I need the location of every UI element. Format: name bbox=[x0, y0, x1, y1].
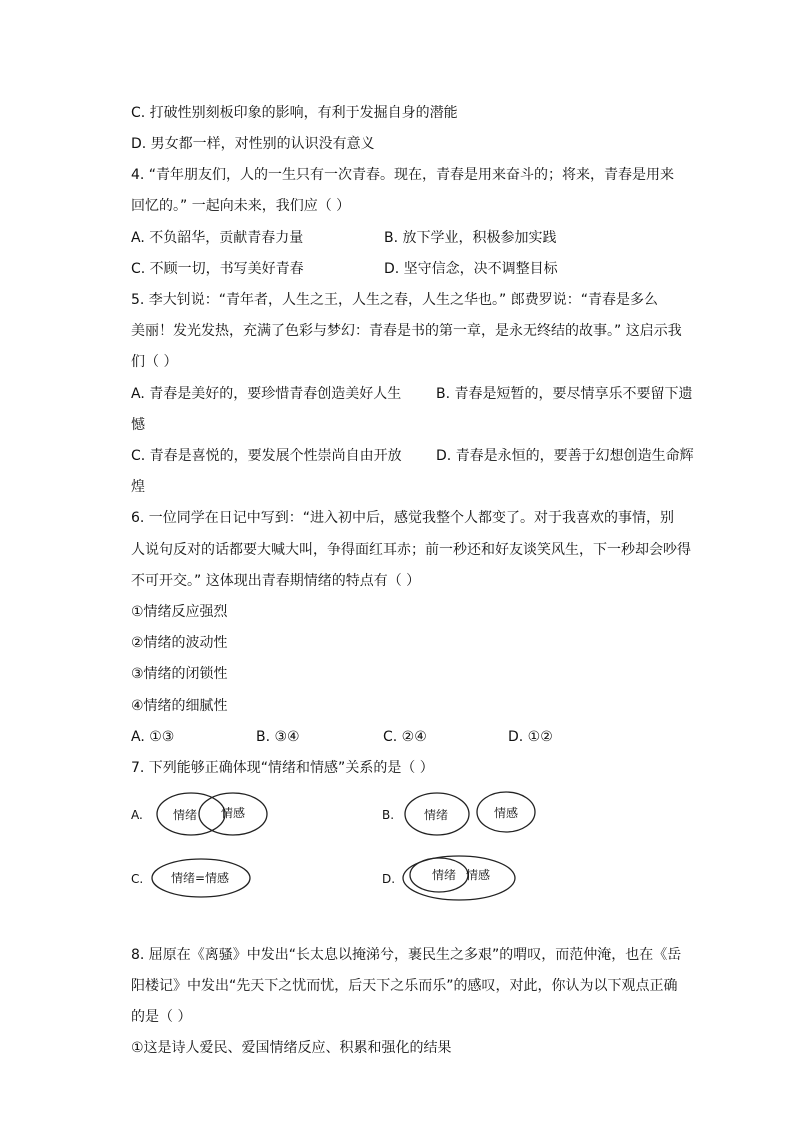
q5-option-d-cont: 煌 bbox=[131, 479, 145, 495]
q7-stem: 7. 下列能够正确体现“情绪和情感”关系的是（ ） bbox=[131, 760, 434, 776]
q7-d-emotion-label: 情绪 bbox=[432, 868, 457, 882]
q3-option-c: C. 打破性别刻板印象的影响，有利于发掘自身的潜能 bbox=[131, 105, 458, 121]
q8-stem-line2: 阳楼记》中发出“先天下之忧而忧，后天下之乐而乐”的感叹，对此，你认为以下观点正确 bbox=[131, 978, 678, 994]
q7-a-feeling-label: 情感 bbox=[221, 806, 246, 820]
q5-stem-line1: 5. 李大钊说：“青年者，人生之王，人生之春，人生之华也。” 郎费罗说：“青春是多么 bbox=[131, 292, 659, 308]
q7-option-d-letter: D. bbox=[382, 872, 396, 886]
q5-option-c: C. 青春是喜悦的，要发展个性崇尚自由开放 bbox=[131, 448, 402, 464]
q4-option-c: C. 不顾一切，书写美好青春 bbox=[131, 261, 304, 277]
q4-stem-line2: 回忆的。” 一起向未来，我们应（ ） bbox=[131, 198, 351, 214]
q4-stem-line1: 4. “青年朋友们，人的一生只有一次青春。现在，青春是用来奋斗的；将来，青春是用来 bbox=[131, 167, 675, 183]
q7-c-label: 情绪=情感 bbox=[171, 871, 230, 885]
q7-option-b-letter: B. bbox=[382, 808, 395, 822]
q5-stem-line2: 美丽！发光发热，充满了色彩与梦幻：青春是书的第一章，是永无终结的故事。” 这启示我 bbox=[131, 323, 682, 339]
q3-option-d: D. 男女都一样，对性别的认识没有意义 bbox=[131, 136, 375, 152]
q6-option-b: B. ③④ bbox=[256, 729, 300, 745]
q4-option-b: B. 放下学业，积极参加实践 bbox=[384, 230, 557, 246]
q6-option-d: D. ①② bbox=[508, 729, 553, 745]
q7-b-emotion-label: 情绪 bbox=[424, 808, 449, 822]
q6-option-a: A. ①③ bbox=[131, 729, 175, 745]
q5-option-b: B. 青春是短暂的，要尽情享乐不要留下遗 bbox=[436, 386, 693, 402]
q8-stem-line3: 的是（ ） bbox=[131, 1009, 192, 1025]
q6-stem-line2: 人说句反对的话都要大喊大叫，争得面红耳赤；前一秒还和好友谈笑风生，下一秒却会吵得 bbox=[131, 542, 691, 558]
q5-option-d: D. 青春是永恒的，要善于幻想创造生命辉 bbox=[436, 448, 694, 464]
q6-item-2: ②情绪的波动性 bbox=[131, 635, 228, 651]
q6-stem-line3: 不可开交。” 这体现出青春期情绪的特点有（ ） bbox=[131, 573, 421, 589]
q7-option-a-letter: A. bbox=[131, 808, 143, 822]
q7-diagrams-cd bbox=[131, 852, 551, 906]
q4-option-d: D. 坚守信念，决不调整目标 bbox=[384, 261, 558, 277]
q7-b-feeling-label: 情感 bbox=[494, 806, 519, 820]
q4-option-a: A. 不负韶华，贡献青春力量 bbox=[131, 230, 304, 246]
q7-diagrams-ab bbox=[131, 788, 551, 842]
q7-d-feeling-label: 情感 bbox=[466, 868, 491, 882]
q6-item-4: ④情绪的细腻性 bbox=[131, 698, 228, 714]
q6-option-c: C. ②④ bbox=[383, 729, 427, 745]
q7-a-emotion-label: 情绪 bbox=[173, 808, 198, 822]
q5-option-b-cont: 憾 bbox=[131, 417, 145, 433]
q8-stem-line1: 8. 屈原在《离骚》中发出“长太息以掩涕兮，裹民生之多艰”的喟叹，而范仲淹，也在《岳 bbox=[131, 947, 682, 963]
q8-item-1: ①这是诗人爱民、爱国情绪反应、积累和强化的结果 bbox=[131, 1040, 452, 1056]
q6-stem-line1: 6. 一位同学在日记中写到：“进入初中后，感觉我整个人都变了。对于我喜欢的事情，别 bbox=[131, 510, 675, 526]
q5-stem-line3: 们（ ） bbox=[131, 354, 178, 370]
q6-item-3: ③情绪的闭锁性 bbox=[131, 666, 228, 682]
q6-item-1: ①情绪反应强烈 bbox=[131, 604, 228, 620]
q7-option-c-letter: C. bbox=[131, 872, 144, 886]
q5-option-a: A. 青春是美好的，要珍惜青春创造美好人生 bbox=[131, 386, 402, 402]
